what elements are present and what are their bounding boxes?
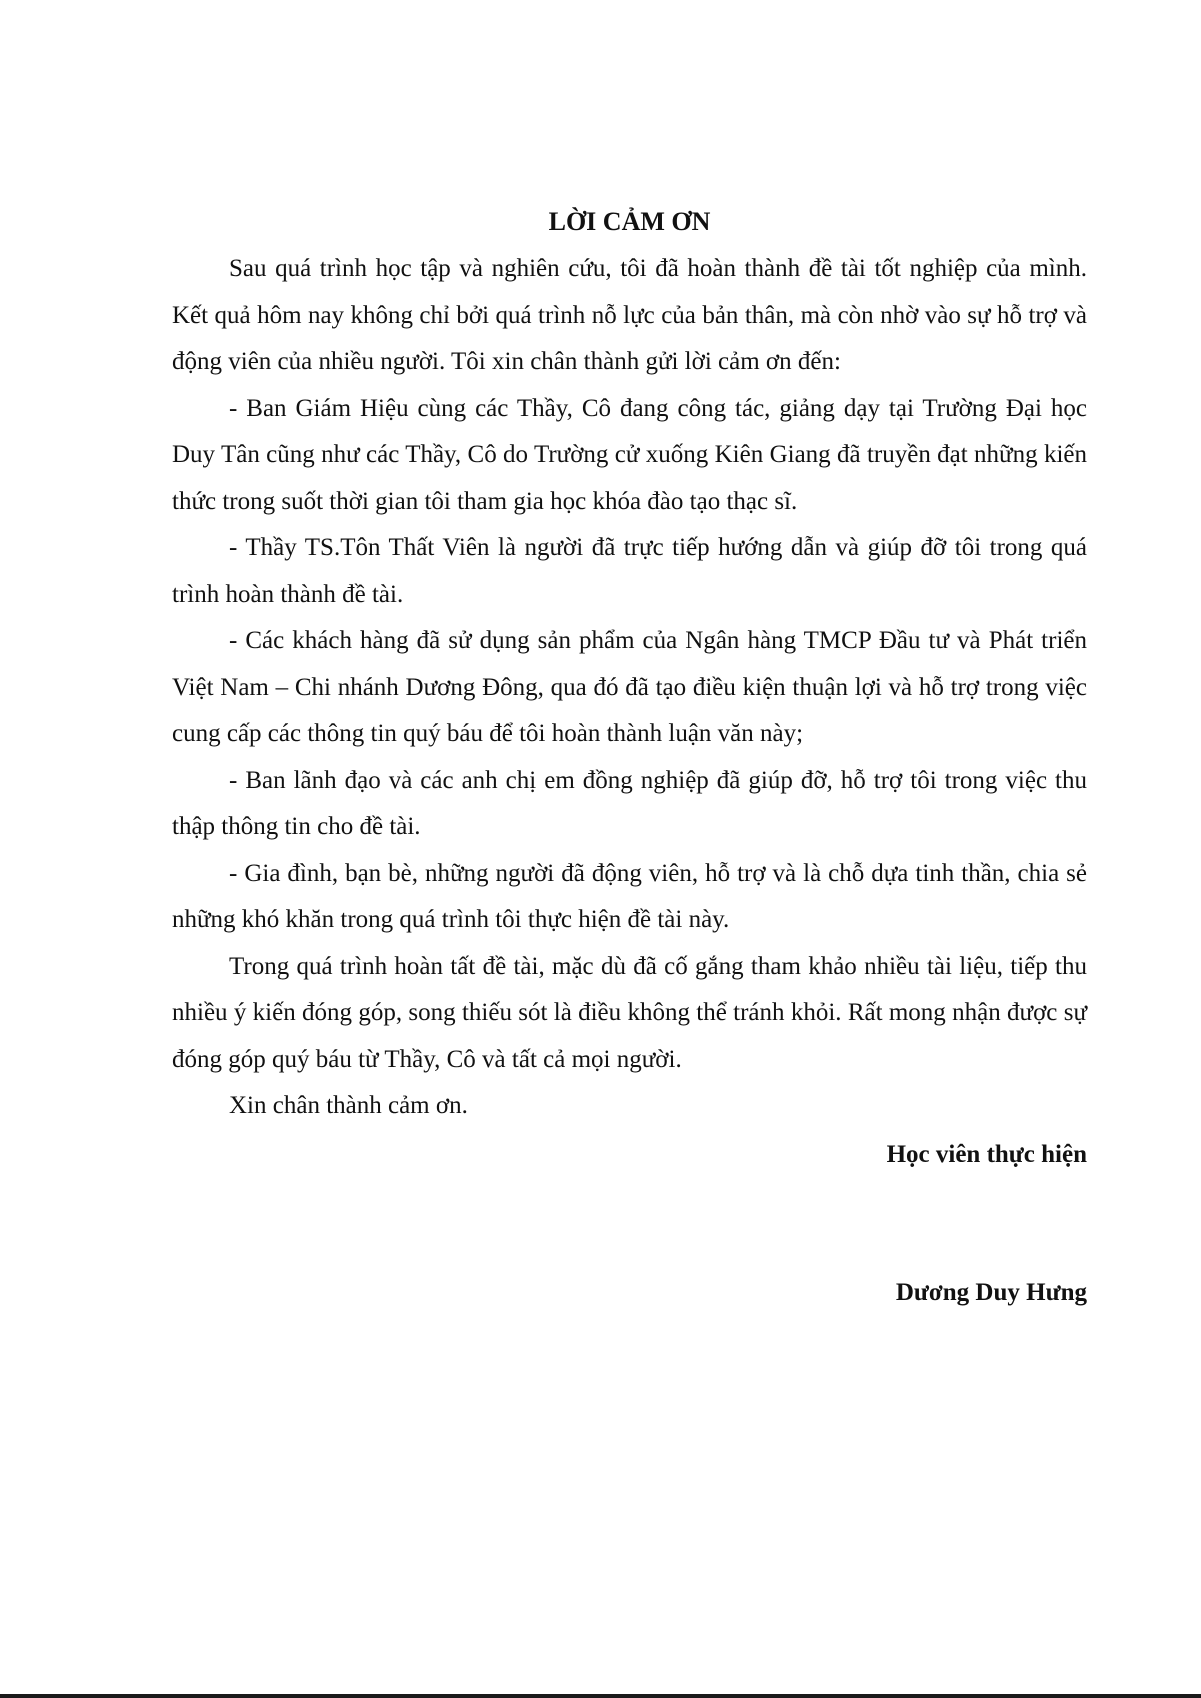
paragraph-customers-thanks: - Các khách hàng đã sử dụng sản phẩm của Ngân hàng TMCP Đầu tư và Phát triển Việt Nam – Chi nhánh Dương Đông, qua đó đã tạo điều kiện thuận lợi và hỗ trợ trong việc cung cấp các thông tin quý báu để tôi hoàn thành luận văn này; [172, 627, 1087, 747]
document-body [172, 196, 1087, 1316]
paragraph-colleagues-thanks: - Ban lãnh đạo và các anh chị em đồng nghiệp đã giúp đỡ, hỗ trợ tôi trong việc thu thập thông tin cho đề tài. [172, 766, 1087, 840]
signature-name: Dương Duy Hưng [895, 1278, 1087, 1306]
paragraph-school-thanks: - Ban Giám Hiệu cùng các Thầy, Cô đang công tác, giảng dạy tại Trường Đại học Duy Tân cũng như các Thầy, Cô do Trường cử xuống Kiên Giang đã truyền đạt những kiến thức trong suốt thời gian tôi tham gia học khóa đào tạo thạc sĩ. [172, 394, 1087, 515]
paragraph-final-thanks: Xin chân thành cảm ơn. [229, 1092, 468, 1119]
paragraph-intro: Sau quá trình học tập và nghiên cứu, tôi đã hoàn thành đề tài tốt nghiệp của mình. Kết quả hôm nay không chỉ bởi quá trình nỗ lực của bản thân, mà còn nhờ vào sự hỗ trợ và động viên của nhiều người. Tôi xin chân thành gửi lời cảm ơn đến: [172, 255, 1087, 375]
page-bottom-rule [0, 1694, 1201, 1698]
page-title: LỜI CẢM ƠN [548, 207, 711, 236]
paragraph-advisor-thanks: - Thầy TS.Tôn Thất Viên là người đã trực tiếp hướng dẫn và giúp đỡ tôi trong quá trình hoàn thành đề tài. [172, 534, 1087, 608]
paragraph-closing: Trong quá trình hoàn tất đề tài, mặc dù đã cố gắng tham khảo nhiều tài liệu, tiếp thu nhiều ý kiến đóng góp, song thiếu sót là điều không thể tránh khỏi. Rất mong nhận được sự đóng góp quý báu từ Thầy, Cô và tất cả mọi người. [172, 952, 1087, 1073]
paragraph-family-thanks: - Gia đình, bạn bè, những người đã động viên, hỗ trợ và là chỗ dựa tinh thần, chia sẻ những khó khăn trong quá trình tôi thực hiện đề tài này. [172, 859, 1087, 933]
signature-role: Học viên thực hiện [886, 1140, 1087, 1168]
